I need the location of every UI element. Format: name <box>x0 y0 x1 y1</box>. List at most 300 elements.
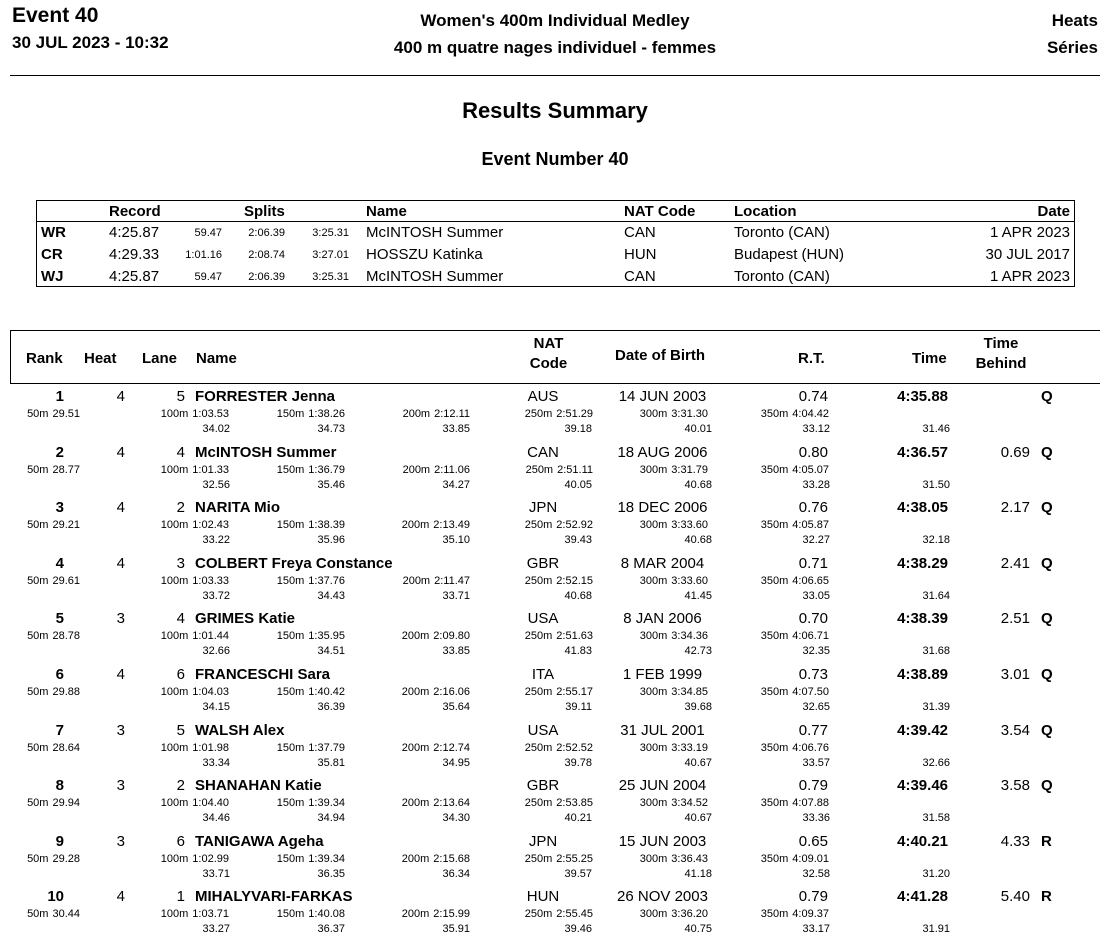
split-time: 3:34.36 <box>671 630 708 643</box>
athlete-name: McINTOSH Summer <box>195 443 337 461</box>
reaction-time: 0.71 <box>798 554 828 572</box>
lap-split: 34.02 <box>202 423 230 435</box>
split-distance: 50m <box>27 519 49 532</box>
record-split: 2:08.74 <box>248 249 285 261</box>
lap-split: 40.68 <box>564 589 592 602</box>
cumulative-split <box>598 519 708 531</box>
col-nat-line1: NAT <box>533 335 564 352</box>
split-time: 2:11.06 <box>434 463 470 476</box>
cumulative-split <box>483 575 593 587</box>
record-holder-name: McINTOSH Summer <box>366 224 504 241</box>
split-time: 1:38.39 <box>308 519 345 532</box>
cumulative-split <box>360 797 470 809</box>
split-distance: 350m <box>760 852 789 865</box>
lane: 4 <box>176 443 185 461</box>
event-datetime: 30 JUL 2023 - 10:32 <box>12 33 169 52</box>
cumulative-split <box>360 464 470 476</box>
lap-split: 40.75 <box>684 923 712 936</box>
split-time: 2:12.74 <box>433 741 470 754</box>
lap-split: 33.72 <box>202 589 230 602</box>
time-behind: 5.40 <box>1000 888 1030 906</box>
lap-split: 41.18 <box>684 867 712 880</box>
cumulative-split <box>483 742 593 754</box>
athlete-name: MIHALYVARI-FARKAS <box>195 888 353 906</box>
qualification-mark: Q <box>1041 610 1053 628</box>
cumulative-split <box>598 797 708 809</box>
lap-split: 31.50 <box>922 478 950 491</box>
heat: 3 <box>116 777 125 795</box>
lap-split: 40.68 <box>684 478 712 491</box>
split-time: 29.61 <box>52 574 80 587</box>
split-time: 29.94 <box>52 797 80 810</box>
lap-split: 35.46 <box>317 478 345 491</box>
split-distance: 250m <box>524 630 553 643</box>
record-type: WR <box>41 224 66 241</box>
split-time: 2:55.45 <box>556 908 593 921</box>
event-title-fr: 400 m quatre nages individuel - femmes <box>393 38 717 57</box>
record-time: 4:29.33 <box>109 246 160 263</box>
result-row <box>0 888 1100 944</box>
heat: 4 <box>116 499 125 517</box>
record-holder-name: McINTOSH Summer <box>366 268 504 285</box>
record-location: Toronto (CAN) <box>734 224 830 241</box>
lap-split: 39.68 <box>684 701 712 713</box>
split-distance: 300m <box>639 741 668 754</box>
records-header-splits: Splits <box>244 203 285 220</box>
split-distance: 250m <box>524 797 553 810</box>
split-distance: 200m <box>402 574 431 587</box>
round-fr: Séries <box>1046 38 1098 57</box>
split-time: 29.21 <box>52 519 80 532</box>
split-distance: 350m <box>760 630 789 643</box>
rank: 9 <box>55 832 64 850</box>
event-number: Event Number 40 <box>481 149 629 169</box>
date-of-birth: 18 DEC 2006 <box>617 499 708 517</box>
lap-split: 32.66 <box>202 645 230 658</box>
reaction-time: 0.73 <box>798 666 828 683</box>
split-distance: 50m <box>27 463 49 476</box>
lap-split: 36.39 <box>317 701 345 713</box>
split-time: 4:09.37 <box>792 908 829 921</box>
split-time: 1:02.99 <box>192 852 229 865</box>
lap-split: 39.11 <box>565 701 592 713</box>
lap-split: 33.28 <box>802 478 830 491</box>
split-distance: 100m <box>160 686 189 698</box>
lane: 2 <box>176 777 185 795</box>
split-time: 2:15.68 <box>433 852 470 865</box>
nat-code: CAN <box>527 443 559 461</box>
lap-split: 32.18 <box>922 534 950 547</box>
split-time: 2:12.11 <box>434 408 470 420</box>
split-distance: 250m <box>524 852 553 865</box>
result-row <box>0 722 1100 778</box>
lap-split: 41.45 <box>684 589 712 602</box>
cumulative-split <box>235 797 345 809</box>
event-label: Event 40 <box>12 4 99 27</box>
split-distance: 150m <box>276 463 305 476</box>
cumulative-split <box>719 686 829 698</box>
record-type: CR <box>41 246 63 263</box>
split-time: 2:55.25 <box>556 852 593 865</box>
cumulative-split <box>598 575 708 587</box>
record-location: Budapest (HUN) <box>734 246 845 263</box>
date-of-birth: 14 JUN 2003 <box>618 388 707 405</box>
qualification-mark: R <box>1041 888 1052 906</box>
cumulative-split <box>360 908 470 920</box>
cumulative-split <box>0 519 80 531</box>
split-time: 3:31.79 <box>671 463 708 476</box>
split-time: 2:11.47 <box>434 574 470 587</box>
nat-code: ITA <box>531 666 555 683</box>
lap-split: 31.64 <box>922 589 950 602</box>
cumulative-split <box>119 853 229 865</box>
cumulative-split <box>360 742 470 754</box>
date-of-birth: 8 MAR 2004 <box>620 554 705 572</box>
cumulative-split <box>119 686 229 698</box>
cumulative-split <box>483 630 593 642</box>
cumulative-split <box>360 519 470 531</box>
split-time: 1:04.40 <box>192 797 229 810</box>
split-distance: 350m <box>760 797 789 810</box>
lap-split: 33.17 <box>802 923 830 936</box>
split-time: 1:38.26 <box>308 408 345 420</box>
final-time: 4:39.42 <box>897 721 948 739</box>
split-distance: 150m <box>276 852 305 865</box>
split-time: 30.44 <box>52 908 80 921</box>
records-header-location: Location <box>734 203 797 220</box>
split-time: 3:33.60 <box>671 574 708 587</box>
cumulative-split <box>119 908 229 920</box>
record-holder-name: HOSSZU Katinka <box>366 246 483 263</box>
final-time: 4:38.89 <box>897 666 948 683</box>
cumulative-split <box>235 686 345 698</box>
split-distance: 350m <box>760 463 789 476</box>
qualification-mark: Q <box>1041 666 1053 683</box>
cumulative-split <box>719 408 829 420</box>
split-time: 2:13.64 <box>433 797 470 810</box>
col-nat-line2: Code <box>529 355 568 372</box>
athlete-name: FORRESTER Jenna <box>195 388 336 405</box>
split-time: 3:33.19 <box>671 741 708 754</box>
rank: 8 <box>55 777 64 795</box>
athlete-name: TANIGAWA Ageha <box>195 832 324 850</box>
nat-code: JPN <box>528 832 558 850</box>
cumulative-split <box>598 630 708 642</box>
lap-split: 31.39 <box>922 701 950 713</box>
time-behind: 2.41 <box>1000 554 1030 572</box>
split-time: 2:53.85 <box>556 797 593 810</box>
split-time: 3:33.60 <box>671 519 708 532</box>
split-time: 3:36.43 <box>671 852 708 865</box>
split-time: 4:05.07 <box>792 463 829 476</box>
split-distance: 300m <box>639 797 668 810</box>
split-time: 28.77 <box>52 463 80 476</box>
lap-split: 31.68 <box>922 645 950 658</box>
split-time: 28.78 <box>52 630 80 643</box>
record-date: 30 JUL 2017 <box>985 246 1070 263</box>
rank: 7 <box>55 721 64 739</box>
split-distance: 50m <box>27 686 49 698</box>
round-en: Heats <box>1051 11 1098 30</box>
split-distance: 150m <box>276 908 305 921</box>
lap-split: 34.46 <box>202 812 230 825</box>
split-distance: 300m <box>639 463 668 476</box>
lap-split: 40.67 <box>684 812 712 825</box>
split-time: 2:52.15 <box>556 574 593 587</box>
athlete-name: GRIMES Katie <box>195 610 296 628</box>
records-table <box>36 200 1075 287</box>
heat: 4 <box>116 388 125 405</box>
nat-code: JPN <box>528 499 558 517</box>
cumulative-split <box>360 408 470 420</box>
qualification-mark: R <box>1041 832 1052 850</box>
final-time: 4:38.29 <box>897 554 948 572</box>
heat: 3 <box>116 610 125 628</box>
split-distance: 200m <box>401 852 430 865</box>
rank: 2 <box>55 443 64 461</box>
records-header-date: Date <box>1037 203 1070 220</box>
record-split: 3:27.01 <box>312 249 349 261</box>
records-header-nat: NAT Code <box>624 203 696 220</box>
split-distance: 100m <box>160 630 189 643</box>
lane: 6 <box>176 832 185 850</box>
cumulative-split <box>719 575 829 587</box>
split-distance: 300m <box>639 852 668 865</box>
lane: 5 <box>176 388 185 405</box>
nat-code: AUS <box>527 388 559 405</box>
col-behind-line1: Time <box>983 335 1019 352</box>
lap-split: 35.96 <box>317 534 345 547</box>
split-time: 28.64 <box>52 741 80 754</box>
lap-split: 40.21 <box>564 812 592 825</box>
record-time: 4:25.87 <box>109 224 160 241</box>
cumulative-split <box>0 797 80 809</box>
split-time: 2:55.17 <box>556 686 593 698</box>
rank: 10 <box>47 888 64 906</box>
reaction-time: 0.74 <box>798 388 828 405</box>
lap-split: 40.68 <box>684 534 712 547</box>
split-distance: 50m <box>27 908 49 921</box>
cumulative-split <box>0 853 80 865</box>
record-split: 3:25.31 <box>312 271 349 283</box>
cumulative-split <box>719 853 829 865</box>
lap-split: 35.81 <box>317 756 345 769</box>
cumulative-split <box>0 464 80 476</box>
cumulative-split <box>0 908 80 920</box>
cumulative-split <box>483 686 593 698</box>
nat-code: GBR <box>526 554 560 572</box>
nat-code: USA <box>527 610 559 628</box>
split-distance: 350m <box>760 574 789 587</box>
split-time: 1:35.95 <box>308 630 345 643</box>
lap-split: 33.34 <box>202 756 230 769</box>
split-time: 4:07.88 <box>792 797 829 810</box>
lap-split: 33.71 <box>202 867 230 880</box>
date-of-birth: 18 AUG 2006 <box>617 443 708 461</box>
cumulative-split <box>119 464 229 476</box>
cumulative-split <box>483 408 593 420</box>
time-behind: 3.58 <box>1000 777 1030 795</box>
lap-split: 34.94 <box>317 812 345 825</box>
lap-split: 35.91 <box>442 923 470 936</box>
split-distance: 350m <box>760 741 789 754</box>
result-row <box>0 666 1100 722</box>
final-time: 4:35.88 <box>897 388 948 405</box>
split-time: 3:34.85 <box>671 686 708 698</box>
record-nat: CAN <box>624 224 656 241</box>
col-nat <box>511 335 586 372</box>
athlete-name: COLBERT Freya Constance <box>195 554 393 572</box>
result-row <box>0 833 1100 889</box>
lap-split: 36.34 <box>442 867 470 880</box>
cumulative-split <box>360 575 470 587</box>
final-time: 4:38.39 <box>897 610 948 628</box>
rank: 4 <box>55 554 64 572</box>
split-distance: 100m <box>160 797 189 810</box>
record-location: Toronto (CAN) <box>734 268 830 285</box>
lap-split: 40.05 <box>564 478 592 491</box>
split-distance: 100m <box>160 908 189 921</box>
split-time: 4:04.42 <box>792 408 829 420</box>
split-distance: 300m <box>639 519 668 532</box>
lap-split: 40.01 <box>684 423 712 435</box>
split-distance: 200m <box>401 797 430 810</box>
split-distance: 150m <box>276 797 305 810</box>
result-row <box>0 610 1100 666</box>
split-time: 3:34.52 <box>671 797 708 810</box>
reaction-time: 0.79 <box>798 777 828 795</box>
cumulative-split <box>598 464 708 476</box>
split-distance: 100m <box>160 519 189 532</box>
final-time: 4:40.21 <box>897 832 948 850</box>
cumulative-split <box>235 575 345 587</box>
lap-split: 34.27 <box>442 478 470 491</box>
qualification-mark: Q <box>1041 777 1053 795</box>
split-distance: 100m <box>160 463 189 476</box>
split-time: 1:02.43 <box>192 519 229 532</box>
split-distance: 250m <box>524 574 553 587</box>
split-distance: 150m <box>276 630 305 643</box>
lap-split: 31.91 <box>922 923 950 936</box>
records-header-name: Name <box>366 203 407 220</box>
split-time: 1:03.33 <box>192 574 229 587</box>
cumulative-split <box>0 742 80 754</box>
heat: 4 <box>116 666 125 683</box>
split-time: 2:51.29 <box>556 408 593 420</box>
cumulative-split <box>119 408 229 420</box>
split-distance: 250m <box>525 463 554 476</box>
split-distance: 100m <box>160 741 189 754</box>
col-dob: Date of Birth <box>615 347 705 364</box>
cumulative-split <box>483 797 593 809</box>
lap-split: 34.30 <box>442 812 470 825</box>
lap-split: 31.58 <box>922 812 950 825</box>
split-time: 1:04.03 <box>192 686 229 698</box>
split-distance: 100m <box>160 574 189 587</box>
cumulative-split <box>360 630 470 642</box>
cumulative-split <box>360 853 470 865</box>
rank: 5 <box>55 610 64 628</box>
split-time: 1:37.79 <box>308 741 345 754</box>
split-time: 29.28 <box>52 852 80 865</box>
header-center <box>0 7 1100 61</box>
lap-split: 34.15 <box>202 701 230 713</box>
heat: 3 <box>116 832 125 850</box>
split-time: 2:13.49 <box>433 519 470 532</box>
lap-split: 33.05 <box>802 589 830 602</box>
record-split: 59.47 <box>194 227 222 239</box>
header-right <box>1047 7 1098 61</box>
split-time: 4:06.65 <box>792 574 829 587</box>
athlete-name: WALSH Alex <box>195 721 285 739</box>
split-distance: 300m <box>639 686 668 698</box>
split-distance: 100m <box>160 852 189 865</box>
cumulative-split <box>483 519 593 531</box>
reaction-time: 0.65 <box>798 832 828 850</box>
records-header-rule <box>37 221 1074 222</box>
athlete-name: FRANCESCHI Sara <box>195 666 331 683</box>
split-time: 1:39.34 <box>308 852 345 865</box>
col-name: Name <box>196 350 237 367</box>
split-time: 4:06.71 <box>792 630 829 643</box>
cumulative-split <box>719 630 829 642</box>
col-rt: R.T. <box>798 350 825 367</box>
record-date: 1 APR 2023 <box>989 268 1070 285</box>
split-distance: 300m <box>639 574 668 587</box>
final-time: 4:41.28 <box>897 888 948 906</box>
lap-split: 32.27 <box>802 534 830 547</box>
lap-split: 33.22 <box>202 534 230 547</box>
lap-split: 34.43 <box>317 589 345 602</box>
split-time: 1:01.33 <box>192 463 229 476</box>
split-distance: 150m <box>276 741 305 754</box>
reaction-time: 0.77 <box>798 721 828 739</box>
split-time: 1:01.98 <box>192 741 229 754</box>
split-time: 4:06.76 <box>792 741 829 754</box>
split-time: 1:37.76 <box>308 574 345 587</box>
record-split: 59.47 <box>194 271 222 283</box>
cumulative-split <box>235 742 345 754</box>
split-time: 1:01.44 <box>192 630 229 643</box>
split-distance: 300m <box>639 908 668 921</box>
split-distance: 150m <box>276 574 305 587</box>
lap-split: 31.46 <box>922 423 950 435</box>
records-header-record: Record <box>109 203 161 220</box>
cumulative-split <box>483 464 593 476</box>
heat: 4 <box>116 554 125 572</box>
lane: 5 <box>176 721 185 739</box>
split-distance: 250m <box>524 908 553 921</box>
split-time: 2:51.11 <box>557 463 593 476</box>
split-time: 1:40.08 <box>308 908 345 921</box>
lap-split: 33.57 <box>802 756 830 769</box>
split-distance: 50m <box>27 630 49 643</box>
cumulative-split <box>719 797 829 809</box>
cumulative-split <box>0 686 80 698</box>
rank: 6 <box>55 666 64 683</box>
record-nat: HUN <box>624 246 657 263</box>
time-behind: 3.54 <box>1000 721 1030 739</box>
date-of-birth: 1 FEB 1999 <box>622 666 703 683</box>
lap-split: 39.18 <box>564 423 592 435</box>
event-title-en: Women's 400m Individual Medley <box>420 11 690 30</box>
lap-split: 32.65 <box>802 701 830 713</box>
record-date: 1 APR 2023 <box>989 224 1070 241</box>
col-lane: Lane <box>142 350 178 367</box>
cumulative-split <box>235 408 345 420</box>
cumulative-split <box>235 519 345 531</box>
date-of-birth: 15 JUN 2003 <box>618 832 707 850</box>
